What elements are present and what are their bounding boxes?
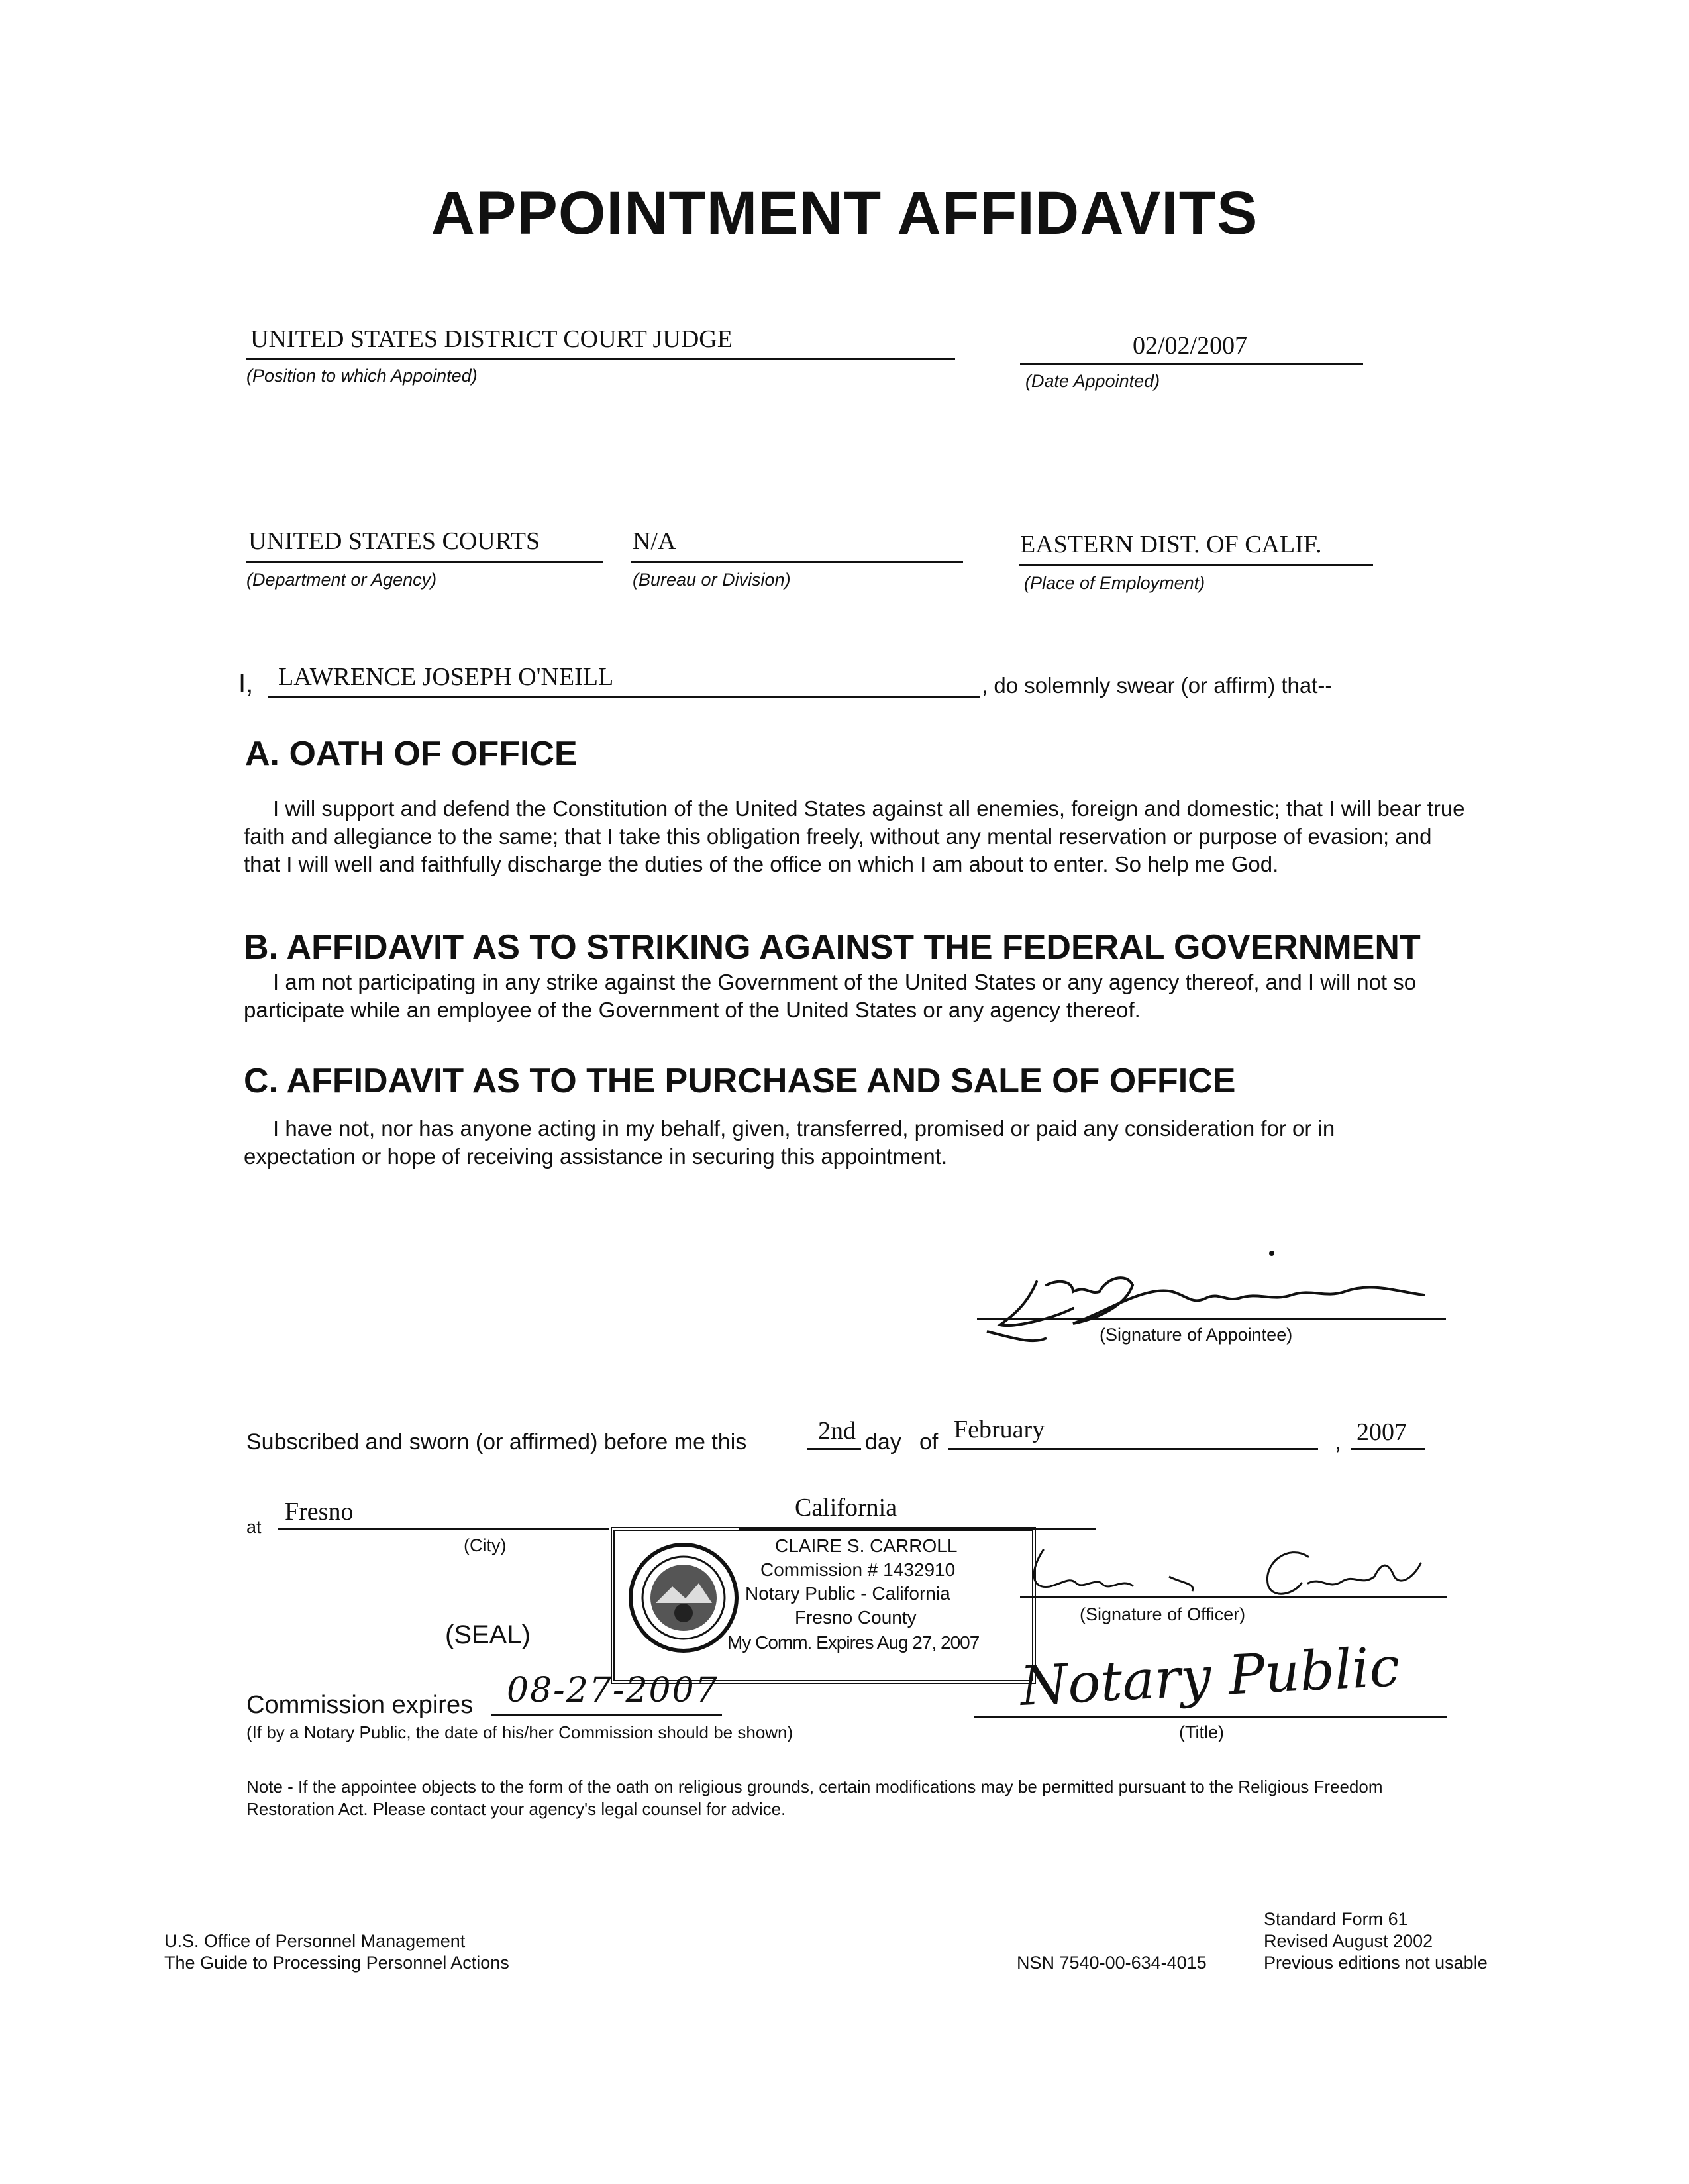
notary-name: CLAIRE S. CARROLL bbox=[775, 1535, 958, 1556]
officer-title-line bbox=[974, 1716, 1447, 1718]
day-line bbox=[807, 1448, 861, 1450]
oath-prefix: I, bbox=[238, 669, 254, 698]
bureau-caption: (Bureau or Division) bbox=[633, 570, 791, 590]
month-line bbox=[948, 1448, 1318, 1450]
city-line bbox=[278, 1528, 609, 1530]
section-a-text: I will support and defend the Constitution of the United States against all enemies, foreign and domestic; that I will bear true faith and allegiance to the same; that I take this obligation freely, without any mental reservation or purpose of evasion; and that I will well and faithfully discharge the duties of the office on which I am about to enter. So help me God. bbox=[244, 796, 1465, 876]
day-label: day bbox=[865, 1430, 901, 1455]
commission-line bbox=[491, 1714, 722, 1716]
officer-signature-caption: (Signature of Officer) bbox=[1080, 1604, 1246, 1624]
position-caption: (Position to which Appointed) bbox=[246, 366, 478, 386]
date-appointed-value: 02/02/2007 bbox=[1133, 332, 1248, 360]
bureau-line bbox=[631, 561, 963, 563]
officer-title-value: Notary Public bbox=[1018, 1636, 1402, 1718]
section-c-text: I have not, nor has anyone acting in my behalf, given, transferred, promised or paid any consideration for or in expectation or hope of receiving assistance in securing this appointment. bbox=[244, 1116, 1335, 1169]
department-line bbox=[246, 561, 603, 563]
city-caption: (City) bbox=[464, 1535, 507, 1555]
place-line bbox=[1019, 564, 1373, 566]
state-seal-icon bbox=[626, 1540, 742, 1656]
footer-previous: Previous editions not usable bbox=[1264, 1953, 1488, 1973]
name-line bbox=[268, 696, 980, 698]
religious-note: Note - If the appointee objects to the form of the oath on religious grounds, certain modifications may be permitted pursuant to the Religious Freedom Restoration Act. Please contact your agency's legal counsel for advice. bbox=[246, 1777, 1383, 1819]
footer-form: Standard Form 61 bbox=[1264, 1909, 1408, 1929]
place-caption: (Place of Employment) bbox=[1024, 573, 1205, 593]
of-label: of bbox=[919, 1430, 939, 1455]
section-b-heading: B. AFFIDAVIT AS TO STRIKING AGAINST THE FEDERAL GOVERNMENT bbox=[244, 928, 1421, 966]
bureau-value: N/A bbox=[633, 527, 676, 555]
notary-county: Fresno County bbox=[795, 1607, 917, 1628]
footer-revised: Revised August 2002 bbox=[1264, 1931, 1433, 1951]
sworn-day: 2nd bbox=[818, 1417, 856, 1445]
appointee-signature-caption: (Signature of Appointee) bbox=[1100, 1325, 1293, 1345]
section-b-text: I am not participating in any strike against the Government of the United States or any agency thereof, and I will not so participate while an employee of the Government of the United States or any agency thereof. bbox=[244, 970, 1417, 1022]
city-value: Fresno bbox=[285, 1498, 354, 1526]
commission-value: 08-27-2007 bbox=[507, 1671, 719, 1710]
seal-label: (SEAL) bbox=[445, 1620, 531, 1649]
notary-title: Notary Public - California bbox=[745, 1583, 950, 1604]
year-line bbox=[1351, 1448, 1425, 1450]
department-value: UNITED STATES COURTS bbox=[248, 527, 540, 555]
position-value: UNITED STATES DISTRICT COURT JUDGE bbox=[250, 325, 733, 353]
officer-signature-line bbox=[1020, 1596, 1447, 1598]
sworn-prefix: Subscribed and sworn (or affirmed) before me this bbox=[246, 1430, 747, 1455]
footer-nsn: NSN 7540-00-634-4015 bbox=[1017, 1953, 1207, 1973]
sworn-comma: , bbox=[1335, 1430, 1341, 1455]
notary-commission: Commission # 1432910 bbox=[760, 1559, 956, 1580]
section-c-heading: C. AFFIDAVIT AS TO THE PURCHASE AND SALE OF OFFICE bbox=[244, 1062, 1236, 1100]
officer-title-caption: (Title) bbox=[1179, 1722, 1224, 1742]
date-appointed-caption: (Date Appointed) bbox=[1025, 371, 1160, 391]
sworn-year: 2007 bbox=[1356, 1418, 1407, 1446]
position-line bbox=[246, 358, 955, 360]
place-value: EASTERN DIST. OF CALIF. bbox=[1020, 531, 1322, 558]
sworn-month: February bbox=[954, 1416, 1045, 1443]
date-line bbox=[1020, 363, 1363, 365]
at-label: at bbox=[246, 1517, 262, 1537]
notary-expires: My Comm. Expires Aug 27, 2007 bbox=[727, 1632, 980, 1653]
state-value: California bbox=[795, 1494, 897, 1522]
appointee-name: LAWRENCE JOSEPH O'NEILL bbox=[278, 663, 614, 691]
oath-suffix: , do solemnly swear (or affirm) that-- bbox=[982, 673, 1333, 698]
commission-label: Commission expires bbox=[246, 1691, 474, 1719]
department-caption: (Department or Agency) bbox=[246, 570, 437, 590]
section-a-heading: A. OATH OF OFFICE bbox=[245, 735, 578, 773]
footer-opm: U.S. Office of Personnel Management bbox=[164, 1931, 466, 1951]
page-title: APPOINTMENT AFFIDAVITS bbox=[431, 180, 1258, 247]
commission-note: (If by a Notary Public, the date of his/her Commission should be shown) bbox=[246, 1722, 793, 1742]
footer-guide: The Guide to Processing Personnel Actions bbox=[164, 1953, 509, 1973]
appointee-signature-line bbox=[977, 1318, 1446, 1320]
